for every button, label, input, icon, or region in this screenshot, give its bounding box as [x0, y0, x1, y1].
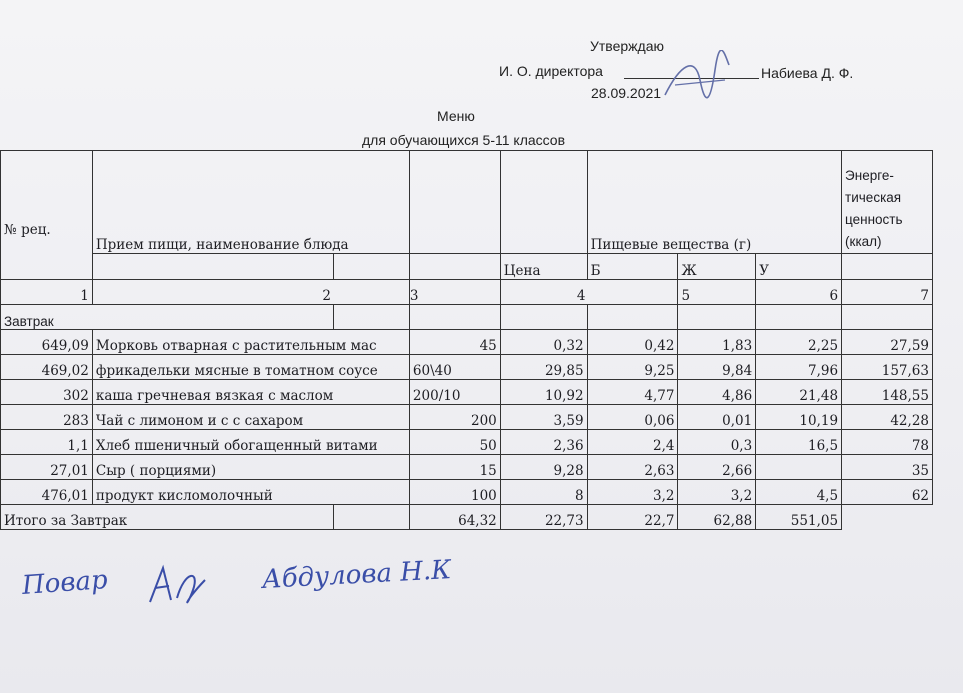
menu-rows: [1, 330, 933, 505]
row-u: 7,96: [756, 355, 842, 380]
row-b: 2,4: [587, 430, 678, 455]
row-dish: Хлеб пшеничный обогащенный витами: [92, 430, 409, 455]
approval-date: 28.09.2021: [591, 85, 662, 101]
total-zh: 22,7: [587, 505, 678, 530]
row-portion: 50: [409, 430, 500, 455]
subheader-empty-b: [334, 253, 410, 279]
row-u: 2,25: [756, 330, 842, 355]
subheader-empty-c: [409, 253, 500, 279]
approval-title: Утверждаю: [590, 38, 664, 54]
col-number: 1: [1, 280, 93, 305]
row-zh: 4,86: [678, 380, 756, 405]
table-row: [1, 380, 933, 405]
cook-name: Абдулова Н.К: [261, 555, 452, 595]
table-row: [1, 480, 933, 505]
subheader-empty-d: [842, 253, 933, 279]
column-number-row: [1, 280, 933, 305]
row-price: 3,59: [500, 405, 587, 430]
row-rec: 649,09: [1, 330, 93, 355]
header-nutrients: Пищевые вещества (г): [587, 151, 841, 254]
table-row: [1, 355, 933, 380]
row-u: 21,48: [756, 380, 842, 405]
col-number: 7: [842, 280, 933, 305]
header-rec-no: № рец.: [1, 151, 93, 280]
row-rec: 476,01: [1, 480, 93, 505]
col-number: 5: [678, 280, 756, 305]
row-price: 9,28: [500, 455, 587, 480]
row-kcal: 62: [842, 480, 933, 505]
row-b: 9,25: [587, 355, 678, 380]
row-portion: 200: [409, 405, 500, 430]
section-empty: [678, 305, 756, 330]
table-header-row: [1, 151, 933, 254]
row-kcal: 42,28: [842, 405, 933, 430]
header-empty-2: [500, 151, 587, 254]
total-label: Итого за Завтрак: [1, 505, 334, 530]
table-row: [1, 405, 933, 430]
row-u: 10,19: [756, 405, 842, 430]
row-price: 0,32: [500, 330, 587, 355]
header-dish: Прием пищи, наименование блюда: [92, 151, 409, 254]
approval-name: Набиева Д. Ф.: [761, 65, 854, 81]
row-zh: 0,01: [678, 405, 756, 430]
director-signature: [655, 50, 735, 110]
header-b: Б: [587, 253, 678, 279]
col-number: 6: [756, 280, 842, 305]
section-empty: [756, 305, 842, 330]
row-portion: 45: [409, 330, 500, 355]
row-zh: 9,84: [678, 355, 756, 380]
row-dish: Сыр ( порциями): [92, 455, 409, 480]
row-kcal: 27,59: [842, 330, 933, 355]
row-b: 3,2: [587, 480, 678, 505]
table-row: [1, 455, 933, 480]
row-rec: 1,1: [1, 430, 93, 455]
row-b: 2,63: [587, 455, 678, 480]
section-empty: [842, 305, 933, 330]
row-u: [756, 455, 842, 480]
row-price: 29,85: [500, 355, 587, 380]
total-price: 64,32: [409, 505, 500, 530]
section-empty: [334, 305, 410, 330]
subheader-empty-a: [92, 253, 333, 279]
row-price: 8: [500, 480, 587, 505]
row-zh: 3,2: [678, 480, 756, 505]
row-kcal: 78: [842, 430, 933, 455]
cook-label: Повар: [21, 565, 109, 601]
row-rec: 283: [1, 405, 93, 430]
row-dish: каша гречневая вязкая с маслом: [92, 380, 409, 405]
row-kcal: 148,55: [842, 380, 933, 405]
header-u: У: [756, 253, 842, 279]
table-subheader-row: [1, 253, 933, 279]
row-portion: 200/10: [409, 380, 500, 405]
row-price: 10,92: [500, 380, 587, 405]
row-b: 0,42: [587, 330, 678, 355]
row-price: 2,36: [500, 430, 587, 455]
row-portion: 15: [409, 455, 500, 480]
approval-position: И. О. директора: [499, 63, 603, 79]
row-b: 0,06: [587, 405, 678, 430]
row-kcal: 157,63: [842, 355, 933, 380]
section-empty: [587, 305, 678, 330]
cook-signature: [145, 560, 215, 610]
document-title: Меню: [437, 108, 475, 124]
total-kcal: 551,05: [756, 505, 842, 530]
col-number: 3: [409, 280, 500, 305]
header-empty-1: [409, 151, 500, 254]
row-zh: 2,66: [678, 455, 756, 480]
row-u: 16,5: [756, 430, 842, 455]
row-zh: 0,3: [678, 430, 756, 455]
header-energy: Энерге-тическая ценность (ккал): [842, 151, 933, 254]
row-zh: 1,83: [678, 330, 756, 355]
section-row: [1, 305, 933, 330]
col-number: 2: [92, 280, 409, 305]
row-portion: 100: [409, 480, 500, 505]
row-portion: 60\40: [409, 355, 500, 380]
total-b: 22,73: [500, 505, 587, 530]
row-u: 4,5: [756, 480, 842, 505]
header-zh: Ж: [678, 253, 756, 279]
row-rec: 469,02: [1, 355, 93, 380]
table-row: [1, 330, 933, 355]
total-empty: [334, 505, 410, 530]
total-u: 62,88: [678, 505, 756, 530]
section-empty: [409, 305, 500, 330]
section-empty: [500, 305, 587, 330]
row-rec: 302: [1, 380, 93, 405]
row-dish: продукт кисломолочный: [92, 480, 409, 505]
menu-table: [0, 150, 933, 530]
row-dish: Чай с лимоном и с с сахаром: [92, 405, 409, 430]
col-number: 4: [500, 280, 678, 305]
section-label: Завтрак: [1, 305, 334, 330]
total-row: [1, 505, 933, 530]
row-rec: 27,01: [1, 455, 93, 480]
table-row: [1, 430, 933, 455]
row-b: 4,77: [587, 380, 678, 405]
document-subtitle: для обучающихся 5-11 классов: [362, 132, 566, 148]
header-price: Цена: [500, 253, 587, 279]
row-dish: Морковь отварная с растительным мас: [92, 330, 409, 355]
row-kcal: 35: [842, 455, 933, 480]
row-dish: фрикадельки мясные в томатном соусе: [92, 355, 409, 380]
